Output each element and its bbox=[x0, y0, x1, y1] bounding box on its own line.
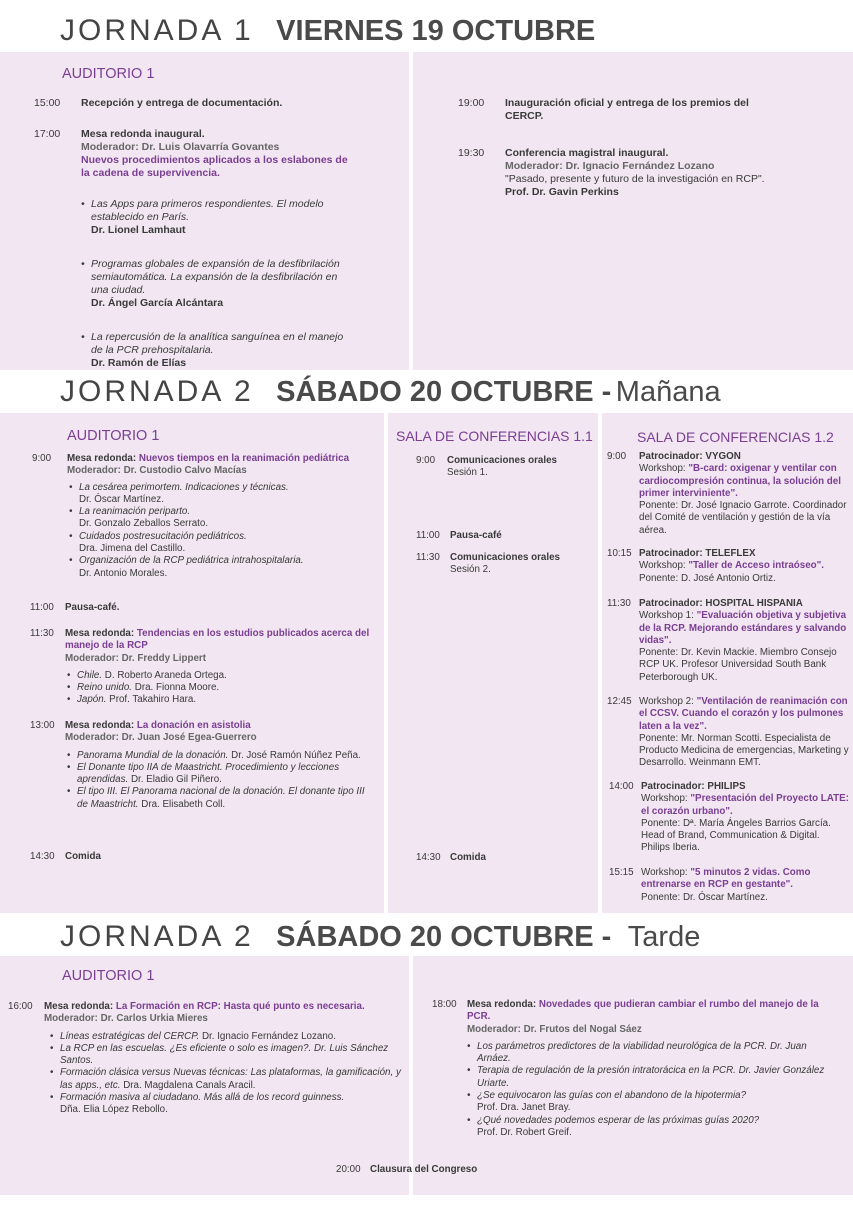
event-title: Clausura del Congreso bbox=[370, 1164, 478, 1175]
event-ponente: Ponente: Dr. Kevin Mackie. Miembro Consejo RCP UK. Profesor Universidad South Bank Peterborough UK. bbox=[639, 647, 837, 683]
jornada1-date: VIERNES 19 OCTUBRE bbox=[276, 15, 596, 47]
event-ponente: Ponente: Mr. Norman Scotti. Especialista de Producto Medicina de emergencias, Marketing y Desarrollo. Weinmann EMT. bbox=[639, 732, 849, 769]
event-time: 16:00 bbox=[8, 1001, 33, 1012]
event-time: 15:00 bbox=[34, 97, 61, 109]
event-ponente: Ponente: D. José Antonio Ortiz. bbox=[639, 572, 776, 584]
list-item: • Los parámetros predictores de la viabilidad neurológica de la PCR. Dr. Juan Arnáez. bbox=[477, 1041, 832, 1066]
event-time: 20:00 bbox=[336, 1164, 361, 1175]
j2m-room-aud: AUDITORIO 1 bbox=[67, 428, 160, 444]
event-title: Pausa-café bbox=[450, 530, 502, 541]
list-item: • Japón. Prof. Takahiro Hara. bbox=[77, 694, 375, 706]
jornada1-label: JORNADA 1 bbox=[60, 14, 254, 47]
event-title: Mesa redonda inaugural. bbox=[81, 128, 205, 140]
event-sub: Sesión 2. bbox=[450, 564, 491, 576]
event-title: Comida bbox=[450, 852, 486, 863]
event-title: "Presentación del Proyecto LATE: el corazón urbano". bbox=[641, 793, 849, 817]
event-quote: "Pasado, presente y futuro de la investigación en RCP". bbox=[505, 173, 765, 185]
j2m-room-sala11: SALA DE CONFERENCIAS 1.1 bbox=[396, 428, 593, 444]
event-title: "B-card: oxigenar y ventilar con cardiocompresión continua, la solución del primer interviniente". bbox=[639, 463, 841, 499]
event-title: Novedades que pudieran cambiar el rumbo del manejo de la PCR. bbox=[467, 999, 819, 1023]
event-time: 12:45 bbox=[607, 696, 632, 707]
j2t-room: AUDITORIO 1 bbox=[62, 968, 155, 984]
event-moderator: Moderador: Dr. Custodio Calvo Macías bbox=[67, 465, 247, 477]
event-title: Recepción y entrega de documentación. bbox=[81, 97, 283, 109]
event-sponsor: Patrocinador: PHILIPS bbox=[641, 781, 746, 792]
list-item: • La repercusión de la analítica sanguínea en el manejo de la PCR prehospitalaria. Dr. Ramón de Elías bbox=[91, 331, 354, 370]
list-item: • Formación clásica versus Nuevas técnicas: Las plataformas, la gamificación, y las apps., etc. Dra. Magdalena Canals Aracil. bbox=[60, 1067, 408, 1092]
event-time: 11:30 bbox=[30, 628, 54, 639]
jornada2-label: JORNADA 2 bbox=[60, 375, 254, 408]
event-ponente: Ponente: Dr. Óscar Martínez. bbox=[641, 891, 768, 903]
event-title: La donación en asistolia bbox=[136, 720, 251, 731]
list-item: • La RCP en las escuelas. ¿Es eficiente o solo es imagen?. Dr. Luis Sánchez Santos. bbox=[60, 1043, 408, 1068]
event-title: Tendencias en los estudios publicados acerca del manejo de la RCP bbox=[65, 628, 370, 652]
list-item: • Formación masiva al ciudadano. Más allá de los record guinness. Dña. Elia López Rebollo. bbox=[60, 1092, 408, 1117]
jornada2-date: SÁBADO 20 OCTUBRE - bbox=[276, 376, 612, 408]
jornada2t-label: JORNADA 2 bbox=[60, 920, 254, 953]
event-moderator: Moderador: Dr. Frutos del Nogal Sáez bbox=[467, 1023, 642, 1035]
jornada2t-suffix: Tarde bbox=[627, 921, 701, 953]
event-time: 13:00 bbox=[30, 720, 55, 731]
event-subtitle: Nuevos procedimientos aplicados a los eslabones de la cadena de supervivencia. bbox=[81, 154, 348, 179]
event-title: Inauguración oficial y entrega de los premios del CERCP. bbox=[505, 97, 749, 122]
event-title: "5 minutos 2 vidas. Como entrenarse en RCP en gestante". bbox=[641, 867, 811, 891]
event-time: 10:15 bbox=[607, 548, 632, 559]
event-title: Nuevos tiempos en la reanimación pediátrica bbox=[138, 453, 350, 464]
event-ponente: Ponente: Dr. José Ignacio Garrote. Coordinador del Comité de ventilación y gestión de la vía aérea. bbox=[639, 500, 847, 536]
j2m-sala11-panel bbox=[388, 413, 598, 913]
list-item: • El tipo III. El Panorama nacional de la donación. El donante tipo III de Maastricht. Dra. Elisabeth Coll. bbox=[77, 786, 375, 811]
list-item: • Organización de la RCP pediátrica intrahospitalaria. Dr. Antonio Morales. bbox=[79, 555, 377, 580]
event-title: Comunicaciones orales bbox=[450, 552, 560, 563]
list-item: • El Donante tipo IIA de Maastricht. Procedimiento y lecciones aprendidas. Dr. Eladio Gil Piñero. bbox=[77, 762, 375, 787]
event-sponsor: Patrocinador: VYGON bbox=[639, 451, 741, 462]
event-time: 14:30 bbox=[416, 852, 441, 863]
event-time: 11:30 bbox=[416, 552, 440, 563]
event-time: 19:30 bbox=[458, 147, 485, 159]
list-item: • Cuidados postresucitación pediátricos. Dra. Jimena del Castillo. bbox=[79, 531, 377, 556]
jornada1-header bbox=[60, 14, 595, 48]
list-item: • Panorama Mundial de la donación. Dr. José Ramón Núñez Peña. bbox=[77, 750, 375, 762]
list-item: • ¿Qué novedades podemos esperar de las próximas guías 2020? Prof. Dr. Robert Greif. bbox=[477, 1115, 832, 1140]
event-ponente: Ponente: Dª. María Ángeles Barrios García. Head of Brand, Communication & Digital. Philips Iberia. bbox=[641, 817, 831, 854]
list-item: • La cesárea perimortem. Indicaciones y técnicas. Dr. Óscar Martínez. bbox=[79, 482, 377, 507]
event-sponsor: Patrocinador: TELEFLEX bbox=[639, 548, 756, 559]
event-time: 9:00 bbox=[607, 451, 627, 462]
event-time: 11:00 bbox=[30, 602, 54, 613]
event-moderator: Moderador: Dr. Ignacio Fernández Lozano bbox=[505, 160, 715, 172]
event-time: 18:00 bbox=[432, 999, 457, 1010]
jornada2-tarde-header bbox=[60, 920, 700, 954]
event-time: 11:30 bbox=[607, 598, 631, 609]
event-title: La Formación en RCP: Hasta qué punto es necesaria. bbox=[115, 1001, 365, 1012]
event-time: 14:00 bbox=[609, 781, 634, 792]
event-time: 14:30 bbox=[30, 851, 55, 862]
event-time: 11:00 bbox=[416, 530, 440, 541]
event-time: 9:00 bbox=[416, 455, 436, 466]
event-title: Conferencia magistral inaugural. bbox=[505, 147, 669, 159]
event-title: "Evaluación objetiva y subjetiva de la RCP. Mejorando estándares y salvando vidas". bbox=[639, 610, 847, 646]
event-time: 9:00 bbox=[32, 453, 52, 464]
event-title: Comida bbox=[65, 851, 101, 862]
j2m-room-sala12: SALA DE CONFERENCIAS 1.2 bbox=[637, 429, 834, 445]
event-title: "Ventilación de reanimación con el CCSV. Cuando el corazón y los pulmones laten a la vez". bbox=[639, 696, 848, 732]
event-moderator: Moderador: Dr. Carlos Urkia Mieres bbox=[44, 1013, 208, 1025]
list-item: • Reino unido. Dra. Fionna Moore. bbox=[77, 682, 375, 694]
event-time: 19:00 bbox=[458, 97, 485, 109]
event-sponsor: Patrocinador: HOSPITAL HISPANIA bbox=[639, 598, 803, 609]
event-moderator: Moderador: Dr. Juan José Egea-Guerrero bbox=[65, 732, 257, 744]
list-item: • Las Apps para primeros respondientes. El modelo establecido en París. Dr. Lionel Lamhaut bbox=[91, 198, 354, 237]
list-item: • Chile. D. Roberto Araneda Ortega. bbox=[77, 670, 375, 682]
event-title: Comunicaciones orales bbox=[447, 455, 557, 466]
list-item: • ¿Se equivocaron las guías con el abandono de la hipotermia? Prof. Dra. Janet Bray. bbox=[477, 1090, 832, 1115]
event-time: 15:15 bbox=[609, 867, 634, 878]
jornada2-suffix: Mañana bbox=[615, 376, 721, 408]
event-moderator: Moderador: Dr. Luis Olavarría Govantes bbox=[81, 141, 280, 153]
jornada2-manana-header bbox=[60, 375, 721, 409]
j1-room: AUDITORIO 1 bbox=[62, 66, 155, 82]
list-item: • Programas globales de expansión de la desfibrilación semiautomática. La expansión de la desfibrilación en una ciudad. Dr. Ángel García Alcántara bbox=[91, 258, 354, 310]
list-item: • La reanimación periparto. Dr. Gonzalo Zeballos Serrato. bbox=[79, 506, 377, 531]
event-title: Pausa-café. bbox=[65, 602, 120, 613]
list-item: • Líneas estratégicas del CERCP. Dr. Ignacio Fernández Lozano. bbox=[60, 1031, 408, 1043]
jornada2t-date: SÁBADO 20 OCTUBRE - bbox=[276, 921, 612, 953]
event-time: 17:00 bbox=[34, 128, 61, 140]
event-moderator: Moderador: Dr. Freddy Lippert bbox=[65, 652, 206, 664]
list-item: • Terapia de regulación de la presión intratorácica en la PCR. Dr. Javier González Uriarte. bbox=[477, 1065, 832, 1090]
event-title: "Taller de Acceso intraóseo". bbox=[688, 560, 824, 572]
event-sub: Sesión 1. bbox=[447, 467, 488, 479]
event-speaker: Prof. Dr. Gavin Perkins bbox=[505, 186, 619, 198]
